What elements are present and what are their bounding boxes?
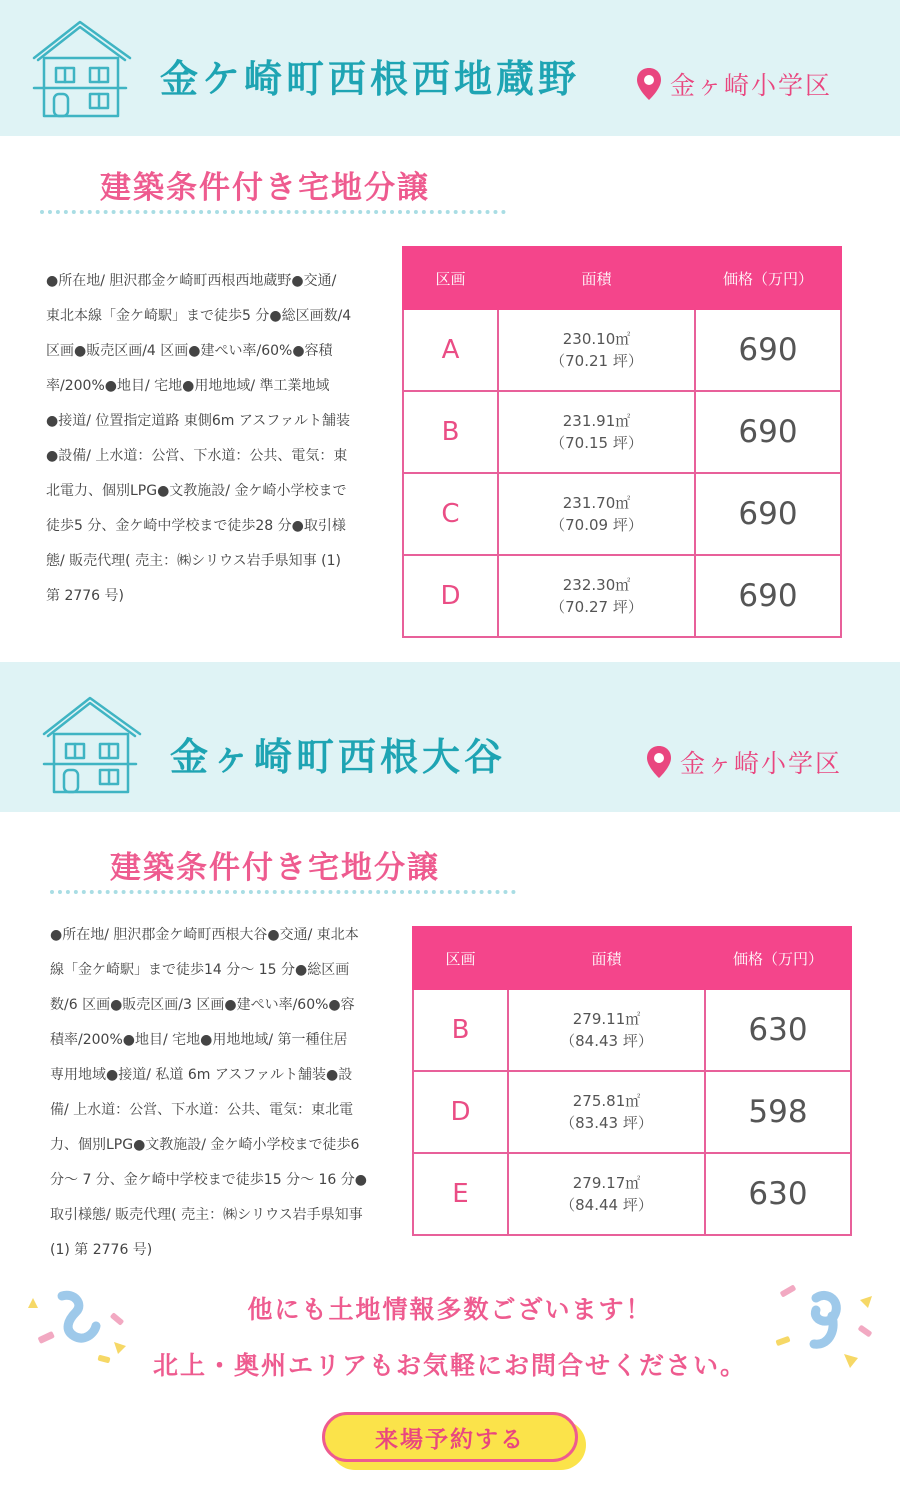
lot-price: 690 (695, 555, 841, 637)
lot-id: D (403, 555, 498, 637)
section-2-dotted-divider (50, 890, 516, 894)
table-header-row (403, 247, 841, 309)
lot-id: E (413, 1153, 508, 1235)
lot-price: 630 (705, 989, 851, 1071)
lot-area (498, 309, 695, 391)
section-2-lot-table (412, 926, 852, 1236)
table-row (403, 309, 841, 391)
location-pin-icon (646, 745, 672, 779)
cta-message-line-1: 他にも土地情報多数ございます！ (247, 1295, 653, 1324)
lot-area (498, 473, 695, 555)
description-line: ●接道/ 位置指定道路 東側6m アスファルト舗装 (46, 413, 350, 429)
lot-price: 690 (695, 473, 841, 555)
description-line: 徒歩5 分、金ケ崎中学校まで徒歩28 分●取引様 (46, 518, 346, 534)
lot-price: 598 (705, 1071, 851, 1153)
cta-message-line-2: 北上・奥州エリアもお気軽にお問合せください。 (152, 1351, 747, 1380)
section-1-lot-table (402, 246, 842, 638)
description-line: 第 2776 号) (46, 588, 124, 604)
lot-area (498, 391, 695, 473)
table-header-row (413, 927, 851, 989)
lot-id: D (413, 1071, 508, 1153)
area-sqm: 230.10㎡ (562, 330, 631, 348)
header-price: 価格（万円） (705, 927, 851, 989)
area-sqm: 231.70㎡ (562, 494, 631, 512)
header-area: 面積 (498, 247, 695, 309)
house-icon (30, 18, 134, 122)
area-tsubo: （83.43 坪） (560, 1114, 653, 1132)
lot-area (498, 555, 695, 637)
table-row (413, 989, 851, 1071)
description-line: ●所在地/ 胆沢郡金ケ崎町西根大谷●交通/ 東北本 (50, 927, 359, 943)
table-row (403, 391, 841, 473)
description-line: 線「金ケ崎駅」まで徒歩14 分～ 15 分●総区画 (50, 962, 350, 978)
table-row (403, 473, 841, 555)
area-tsubo: （70.09 坪） (550, 516, 643, 534)
table-row (413, 1153, 851, 1235)
description-line: ●設備/ 上水道：公営、下水道：公共、電気：東 (46, 448, 348, 464)
lot-price: 630 (705, 1153, 851, 1235)
location-pin-icon (636, 67, 662, 101)
table-row (403, 555, 841, 637)
description-line: 率/200%●地目/ 宅地●用地地域/ 準工業地域 (46, 378, 330, 394)
lot-area (508, 1153, 705, 1235)
description-line: 力、個別LPG●文教施設/ 金ケ崎小学校まで徒歩6 (50, 1137, 360, 1153)
area-tsubo: （70.27 坪） (550, 598, 643, 616)
lot-area (508, 1071, 705, 1153)
section-1-dotted-divider (40, 210, 506, 214)
area-tsubo: （84.43 坪） (560, 1032, 653, 1050)
description-line: 態/ 販売代理( 売主：㈱シリウス岩手県知事 (1) (46, 553, 341, 569)
description-line: 区画●販売区画/4 区画●建ぺい率/60%●容積 (46, 343, 333, 359)
header-price: 価格（万円） (695, 247, 841, 309)
description-line: ●所在地/ 胆沢郡金ケ崎町西根西地蔵野●交通/ (46, 273, 337, 289)
lot-price: 690 (695, 391, 841, 473)
lot-id: A (403, 309, 498, 391)
section-2-school-label: 金ヶ崎小学区 (680, 749, 843, 778)
visit-reservation-button[interactable]: 来場予約する (322, 1412, 578, 1462)
lot-price: 690 (695, 309, 841, 391)
lot-id: B (403, 391, 498, 473)
table-row (413, 1071, 851, 1153)
header-lot: 区画 (413, 927, 508, 989)
lot-id: C (403, 473, 498, 555)
description-line: 数/6 区画●販売区画/3 区画●建ぺい率/60%●容 (50, 997, 355, 1013)
description-line: 積率/200%●地目/ 宅地●用地地域/ 第一種住居 (50, 1032, 348, 1048)
section-1-school-district (636, 66, 832, 102)
description-line: 取引様態/ 販売代理( 売主：㈱シリウス岩手県知事 (50, 1207, 363, 1223)
area-sqm: 275.81㎡ (572, 1092, 641, 1110)
section-1-title: 金ケ崎町西根西地蔵野 (160, 57, 581, 101)
description-line: (1) 第 2776 号) (50, 1242, 153, 1258)
header-lot: 区画 (403, 247, 498, 309)
description-line: 東北本線「金ケ崎駅」まで徒歩5 分●総区画数/4 (46, 308, 352, 324)
description-line: 分～ 7 分、金ケ崎中学校まで徒歩15 分～ 16 分● (50, 1172, 368, 1188)
section-1-subtitle: 建築条件付き宅地分譲 (100, 170, 430, 206)
area-sqm: 279.17㎡ (572, 1174, 641, 1192)
header-area: 面積 (508, 927, 705, 989)
house-icon (40, 694, 144, 798)
area-sqm: 232.30㎡ (562, 576, 631, 594)
area-tsubo: （70.21 坪） (550, 352, 643, 370)
area-tsubo: （70.15 坪） (550, 434, 643, 452)
section-1-description (46, 264, 351, 614)
area-sqm: 231.91㎡ (562, 412, 631, 430)
description-line: 専用地域●接道/ 私道 6m アスファルト舗装●設 (50, 1067, 353, 1083)
section-2-title: 金ヶ崎町西根大谷 (170, 735, 507, 779)
description-line: 北電力、個別LPG●文教施設/ 金ケ崎小学校まで (46, 483, 347, 499)
section-1-school-label: 金ヶ崎小学区 (670, 71, 833, 100)
lot-id: B (413, 989, 508, 1071)
area-sqm: 279.11㎡ (572, 1010, 641, 1028)
area-tsubo: （84.44 坪） (560, 1196, 653, 1214)
lot-area (508, 989, 705, 1071)
section-2-school-district (646, 744, 842, 780)
section-2-subtitle: 建築条件付き宅地分譲 (110, 850, 440, 886)
description-line: 備/ 上水道：公営、下水道：公共、電気：東北電 (50, 1102, 354, 1118)
section-2-description (50, 918, 367, 1268)
